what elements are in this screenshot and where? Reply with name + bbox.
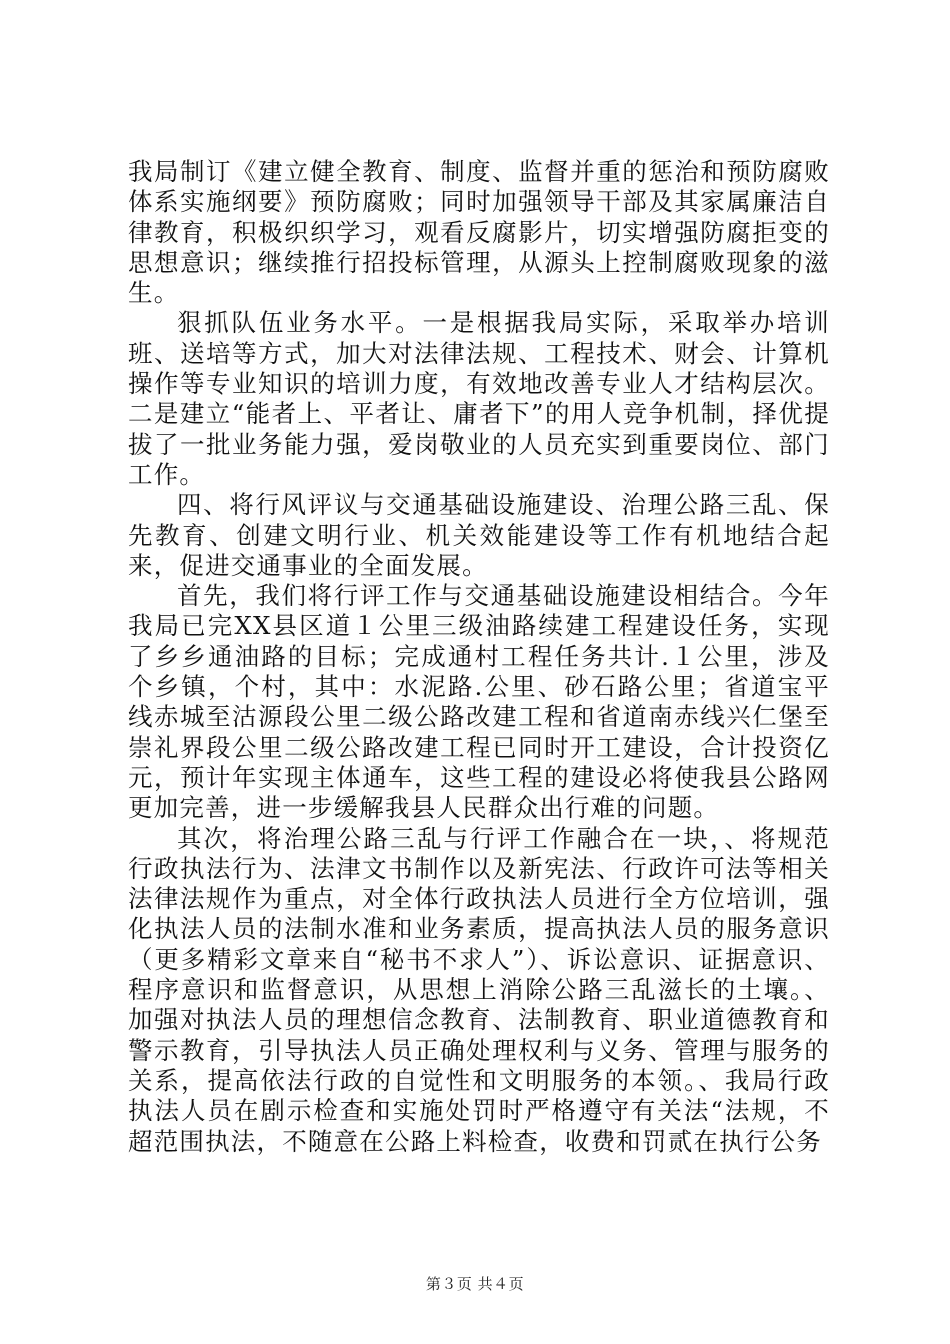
page-number-footer: 第３页 共４页	[425, 1275, 525, 1293]
paragraph-1: 我局制订《建立健全教育、制度、监督并重的惩治和预防腐败体系实施纲要》预防腐败；同时加强领导干部及其家属廉洁自律教育，积极织织学习，观看反腐影片，切实增强防腐拒变的思想意识；继续推行招投标管理，从源头上控制腐败现象的滋生。	[128, 157, 830, 308]
paragraph-2: 狠抓队伍业务水平。一是根据我局实际，采取举办培训班、送培等方式，加大对法律法规、工程技术、财会、计算机操作等专业知识的培训力度，有效地改善专业人才结构层次。二是建立“能者上、平者让、庸者下”的用人竞争机制，择优提拔了一批业务能力强，爱岗敬业的人员充实到重要岗位、部门工作。	[128, 308, 830, 489]
paragraph-3: 四、将行风评议与交通基础设施建设、治理公路三乱、保先教育、创建文明行业、机关效能建设等工作有机地结合起来，促进交通事业的全面发展。	[128, 490, 830, 580]
paragraph-5: 其次，将治理公路三乱与行评工作融合在一块，、将规范行政执法行为、法津文书制作以及新宪法、行政许可法等相关法律法规作为重点，对全体行政执法人员进行全方位培训，强化执法人员的法制水准和业务素质，提高执法人员的服务意识（更多精彩文章来自“秘书不求人”）、诉讼意识、证据意识、程序意识和监督意识，从思想上消除公路三乱滋长的土壤。、加强对执法人员的理想信念教育、法制教育、职业道德教育和警示教育，引导执法人员正确处理权利与义务、管理与服务的关系，提高依法行政的自觉性和文明服务的本领。、我局行政执法人员在剧示检查和实施处罚时严格遵守有关法“法规，不超范围执法，不随意在公路上料检查，收费和罚贰在执行公务	[128, 823, 830, 1156]
document-body	[128, 157, 830, 1157]
paragraph-4: 首先，我们将行评工作与交通基础设施建设相结合。今年我局已完XX县区道１公里三级油路续建工程建设任务，实现了乡乡通油路的目标；完成通村工程任务共计.１公里，涉及个乡镇，个村，其中：水泥路.公里、砂石路公里；省道宝平线赤城至沽源段公里二级公路改建工程和省道南赤线兴仁堡至崇礼界段公里二级公路改建工程已同时开工建设，合计投资亿元，预计年实现主体通车，这些工程的建设必将使我县公路网更加完善，进一步缓解我县人民群众出行难的问题。	[128, 581, 830, 823]
